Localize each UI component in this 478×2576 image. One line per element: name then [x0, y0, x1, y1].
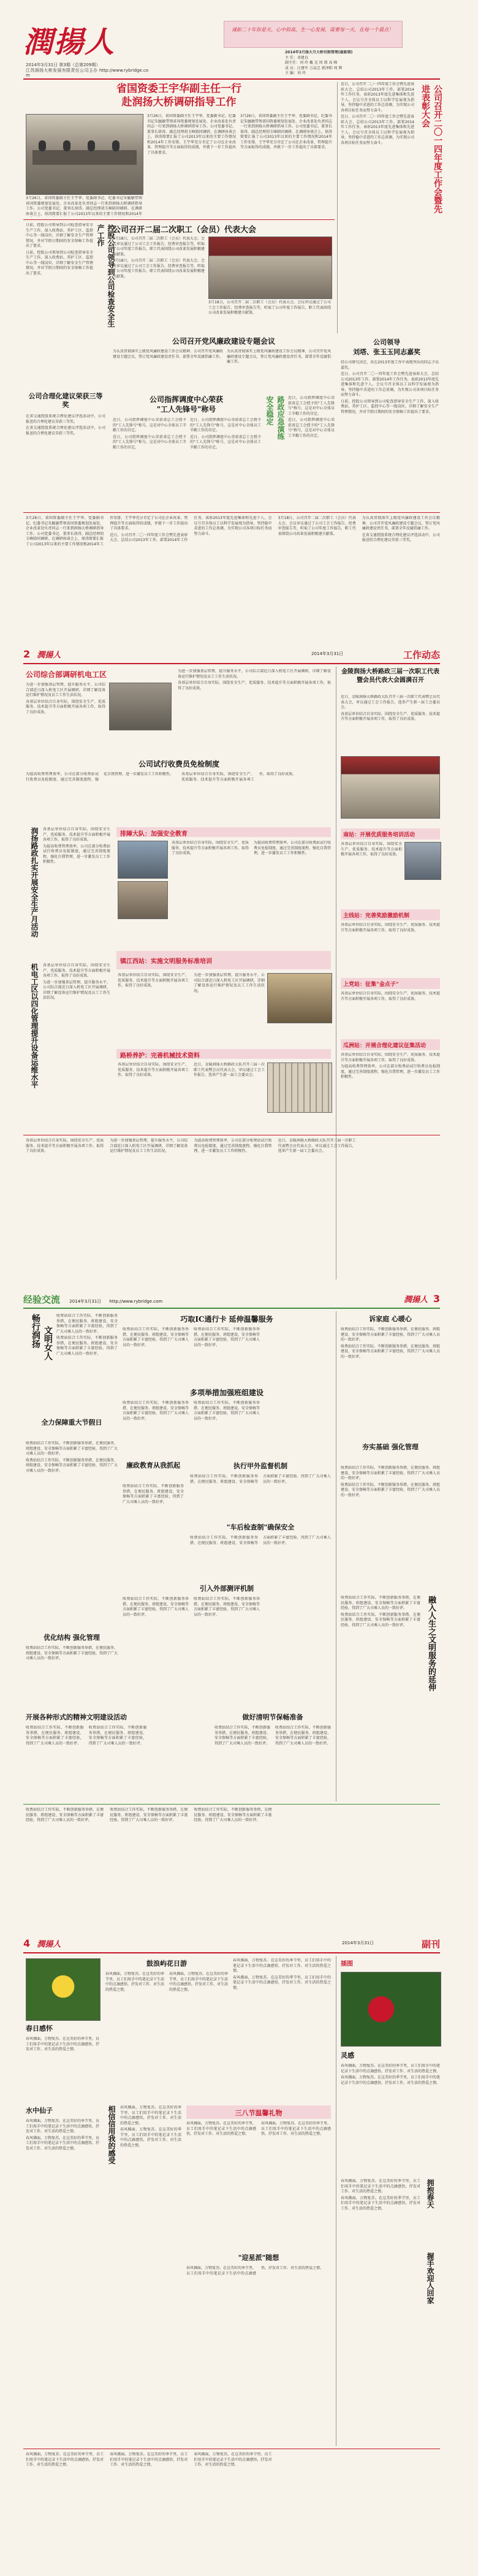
c9-body — [341, 2179, 420, 2338]
right3-body — [341, 1596, 420, 1798]
green-vertical-headline-2: 路政应急演练 — [276, 396, 285, 440]
divider — [337, 82, 338, 333]
section-label: 工作动态 — [403, 650, 440, 661]
r1-title: 南站：开展优质服务培训活动 — [343, 832, 415, 838]
section-rule — [23, 1804, 440, 1805]
c8-body — [341, 2064, 440, 2174]
page-number: 3 — [433, 1293, 440, 1305]
p3-body-text: 收费站结合工作实际，不断创新服务举措，在便民服务、班组建设、安全保畅等方面积累了丰富经验，得到了广大司乘人员的一致好评。 — [26, 1441, 118, 1456]
c6-body — [186, 2266, 331, 2339]
monitor-body-text: 近日，公司指挥调度中心荣获省总工会授予的"工人先锋号"称号，这是对中心全体员工辛勤工作的肯定。 — [190, 434, 261, 450]
c7-headline — [341, 1958, 440, 1969]
mid-title-2: 公司召开党风廉政建设专题会议 — [172, 337, 275, 346]
t3-photo — [341, 756, 440, 819]
t9-title: 开展各种形式的精神文明建设活动 — [26, 1713, 127, 1721]
page-3 — [0, 1289, 478, 1933]
continuation-text: 近日，公司召开二〇一四年度工作会暨先进表彰大会，总结公司2013年工作，部署2014年工作任务，表彰2013年度先进集体和先进个人。会议号召全体员工以科学发展观为指导，坚持稳中求进的工作总基调，为实现公司各项目标任务而努力奋斗。 — [110, 516, 272, 542]
t1-title: 巧取IC通行卡 延伸温馨服务 — [180, 1315, 273, 1324]
p4-body-text: 春风拂面，万物复苏。在这美好的季节里，员工们用手中的笔记录下生活中的点滴感悟，抒发对工作、对生活的热爱之情。 — [341, 2075, 440, 2085]
p4-body-text: 春风拂面，万物复苏。在这美好的季节里，员工们用手中的笔记录下生活中的点滴感悟，抒发对工作、对生活的热爱之情。 — [341, 2064, 440, 2074]
t6-headline — [190, 1522, 331, 1533]
station1-title: 排障大队：加强安全教育 — [120, 831, 188, 837]
brief-body-text: 近日，公司召开二〇一四年度工作会暨先进表彰大会，总结公司2013年工作，部署2014年工作任务，表彰2013年度先进集体和先进个人。会议号召全体员工以科学发展观为指导，坚持稳中求进的工作总基调，为实现公司各项目标任务而努力奋斗。 — [341, 372, 439, 397]
lead-title-line1: 省国资委王宇华副主任一行 — [116, 83, 241, 95]
lead-body: 3月26日，省国资委副主任王宇华、党委副书记、纪委书记朱毓敏带领省国资委规划发展处、企业改革处负责同志一行来到润扬大桥调研指导工作。公司党委书记、董事长徐涛、副总经理胡玉峰陪同调研。在调研座谈会上，徐涛简要汇报了公司2013年以来的主要工作情况和2014年工作安排，王宇华充分肯定了公司在企业改革、管理提升等方面取得的成绩，并就下一步工作提出了具体要求。 — [147, 114, 236, 155]
r2-bar — [341, 909, 440, 920]
monitor-body-text: 近日，公司指挥调度中心荣获省总工会授予的"工人先锋号"称号，这是对中心全体员工辛勤工作的肯定。 — [113, 434, 186, 450]
p3-body-text: 收费站结合工作实际，不断创新服务举措，在便民服务、班组建设、安全保畅等方面积累了丰富经验，得到了广大司乘人员的一致好评。 — [275, 1726, 331, 1746]
c8-title: 灵感 — [341, 2051, 354, 2059]
t3-body-text: 各基层单位结合自身实际，围绕安全生产、优质服务、技术提升等方面积极开展各项工作，取得了良好成效。 — [341, 711, 440, 721]
p3-body-text: 收费站结合工作实际，不断创新服务举措，在便民服务、班组建设、安全保畅等方面积累了丰富经验，得到了广大司乘人员的一致好评。 — [110, 1808, 188, 1822]
p4-body-text: 春风拂面，万物复苏。在这美好的季节里，员工们用手中的笔记录下生活中的点滴感悟，抒发对工作、对生活的热爱之情。 — [26, 2119, 99, 2134]
p2-body-text: 近日，金陵润扬大桥路政大队召开三届一次职工代表暨会员代表大会，审议通过工会工作报告，选举产生新一届工会委员会。 — [278, 1138, 356, 1153]
page-logo: 潤揚人 — [37, 651, 61, 660]
vhead-1b: 文明女人 — [43, 1326, 53, 1360]
c9-vhead: 拥抱春天 — [426, 2179, 434, 2208]
bottom-continuation — [26, 516, 440, 632]
p3-body-text: 收费站结合工作实际，不断创新服务举措，在便民服务、班组建设、安全保畅等方面积累了丰富经验，得到了广大司乘人员的一致好评。 — [194, 1401, 260, 1421]
page4-header — [23, 1938, 440, 1951]
mid-body2-text: 为认真贯彻落实上级党风廉政建设工作会议精神，公司召开党风廉政建设专题会议，签订党风廉政建设责任书，部署全年反腐倡廉工作。 — [227, 349, 331, 364]
station2-bar — [116, 951, 331, 969]
station3-bar — [116, 1049, 331, 1059]
p2-body-text: 各基层单位结合自身实际，围绕安全生产、优质服务、技术提升等方面积极开展各项工作，取得了良好成效。 — [172, 841, 249, 855]
p4-body-text: 春风拂面，万物复苏。在这美好的季节里，员工们用手中的笔记录下生活中的点滴感悟，抒发对工作、对生活的热爱之情。 — [169, 1972, 228, 1992]
c2b-body — [233, 1958, 331, 2099]
p2-body-text: 各基层单位结合自身实际，围绕安全生产、优质服务、技术提升等方面积极开展各项工作，取得了良好成效。 — [341, 842, 402, 857]
brief-headline — [341, 337, 433, 358]
page-date: 2014年3月31日 — [342, 1941, 374, 1945]
mid-body2-text: 为认真贯彻落实上级党风廉政建设工作会议精神，公司召开党风廉政建设专题会议，签订党风廉政建设责任书，部署全年反腐倡廉工作。 — [113, 349, 223, 359]
station1-bar — [116, 827, 331, 837]
t1-headline — [123, 1314, 331, 1325]
station1-photo-2 — [118, 881, 168, 919]
header-rule — [23, 1952, 440, 1953]
board-line: 主 任：邓建良 — [285, 55, 308, 60]
t2-body — [26, 772, 332, 821]
t8-title: 优化结构 强化管理 — [44, 1634, 100, 1642]
p3-body-text: 收费站结合工作实际，不断创新服务举措，在便民服务、班组建设、安全保畅等方面积累了丰富经验，得到了广大司乘人员的一致好评。 — [88, 1726, 147, 1746]
p2-body-text: 各基层单位结合自身实际，围绕安全生产、优质服务、技术提升等方面积极开展各项工作，取得了良好成效。 — [118, 1063, 189, 1077]
brief-body-text: 日前，控股公司领导到公司检查指导安全生产工作，深入收费站、养护工区、监控中心等一线岗位，详细了解安全生产管理情况，并对节假日期间的安全保畅工作提出了要求。 — [341, 399, 439, 414]
page-logo: 潤揚人 — [403, 1295, 428, 1305]
station2-photo — [267, 973, 332, 1023]
board-title: 2014年3月扬大月大桥有限管理(最新期) — [285, 50, 353, 55]
right1-body — [341, 1327, 440, 1431]
p2-body-text: 为进一步加强基层管理，提升服务水平，公司综合部近日深入机电工区开展调研，详细了解设备运行维护情况及员工工作生活状况。 — [194, 973, 265, 993]
p2-body-text: 为提高收费管理效率，公司在部分收费站试行收费员免检制度，通过完善制度流程、强化自我管理，进一步激发员工工作积极性。 — [254, 841, 331, 855]
lead-body-col1 — [147, 114, 236, 217]
page-date: 2014年3月31日 — [311, 651, 344, 656]
p2-body-text: 各基层单位结合自身实际，围绕安全生产、优质服务、技术提升等方面积极开展各项工作，取得了良好成效。 — [341, 1053, 440, 1063]
t5-title: 执行甲外监督机制 — [233, 1462, 287, 1470]
monitor-body-text: 近日，公司指挥调度中心荣获省总工会授予的"工人先锋号"称号，这是对中心全体员工辛勤工作的肯定。 — [190, 418, 261, 433]
mid-body-text: 3月18日，公司召开二届二次职工（会员）代表大会。会议审议通过了公司工会工作报告、经费审查报告等，听取了公司年度工作报告，职工代表围绕公司改革发展积极建言献策。 — [208, 300, 331, 315]
r2-body — [341, 923, 440, 972]
p2-body-text: 为提高收费管理效率，公司在部分收费站试行收费员免检制度，通过完善制度流程、强化自我管理，进一步激发员工工作积极性。 — [43, 844, 110, 864]
page-number: 2 — [23, 648, 31, 660]
right2-title: 夯实基础 强化管理 — [362, 1443, 419, 1451]
p3-body-text: 收费站结合工作实际，不断创新服务举措，在便民服务、班组建设、安全保畅等方面积累了丰富经验，得到了广大司乘人员的一致好评。 — [194, 1808, 272, 1822]
t1-body — [123, 1327, 331, 1382]
t3-headline — [26, 1418, 118, 1439]
t2-headline — [26, 759, 332, 770]
sponsor-line: 江苏润扬大桥发展有限责任公司主办 http://www.rybridge.com — [26, 67, 148, 77]
p3-body-text: 收费站结合工作实际，不断创新服务举措，在便民服务、班组建设、安全保畅等方面积累了丰富经验，得到了广大司乘人员的一致好评。 — [194, 1597, 260, 1617]
t3-title: 全力保障重大节假日 — [41, 1419, 102, 1426]
board-line: 副主任：刘 玲 戴 克 周 鼎 高 峰 — [285, 61, 338, 65]
p4-body-text: 春风拂面，万物复苏。在这美好的季节里，员工们用手中的笔记录下生活中的点滴感悟，抒发对工作、对生活的热爱之情。 — [26, 2452, 104, 2467]
c5-bar — [186, 2105, 331, 2119]
right2-headline — [341, 1442, 440, 1463]
green-vertical-headline: 安全稳定 — [265, 396, 274, 425]
c4-vhead: 相信信用我的感受 — [107, 2105, 116, 2164]
t3-title-1: 金陵润扬大桥路政三届一次职工代表 — [341, 669, 439, 675]
meeting-photo — [208, 237, 332, 299]
mid-caption — [208, 300, 331, 319]
page-number: 4 — [23, 1938, 31, 1949]
board-line: 主 编：刘 玲 — [285, 71, 306, 75]
t5-headline — [190, 1461, 331, 1472]
p3-body-text: 收费站结合工作实际，不断创新服务举措，在便民服务、班组建设、安全保畅等方面积累了丰富经验，得到了广大司乘人员的一致好评。 — [341, 1612, 420, 1627]
monitor-body-b — [190, 418, 261, 504]
c5-title: 三八节温馨礼物 — [235, 2109, 283, 2117]
t2-body-text: 为提高收费管理效率，公司在部分收费站试行收费员免检制度，通过完善制度流程、强化自我管理，进一步激发员工工作积极性。 — [26, 772, 174, 782]
t4-body — [123, 1484, 184, 1558]
right1-title: 诉家庭 心暖心 — [369, 1315, 412, 1323]
mid-title: 公司召开二届二次职工（会员）代表大会 — [113, 225, 257, 234]
c3-body — [26, 2119, 99, 2241]
t9-body — [26, 1726, 210, 1799]
t1-title: 公司综合部调研机电工区 — [26, 670, 107, 679]
p3-body-text: 收费站结合工作实际，不断创新服务举措，在便民服务、班组建设、安全保畅等方面积累了丰富经验，得到了广大司乘人员的一致好评。 — [123, 1484, 184, 1504]
left-vhead-2: 机电工区以四化管理提升设备运维水平 — [30, 963, 39, 1088]
honor-body-text: 在省交通控股系统合理化建议评选活动中，公司报送的合理化建议荣获三等奖。 — [26, 414, 105, 424]
c2-body — [105, 1972, 228, 2094]
p3-body-text: 收费站结合工作实际，不断创新服务举措，在便民服务、班组建设、安全保畅等方面积累了丰富经验，得到了广大司乘人员的一致好评。 — [56, 1314, 118, 1334]
p3-body-text: 收费站结合工作实际，不断创新服务举措，在便民服务、班组建设、安全保畅等方面积累了丰富经验，得到了广大司乘人员的一致好评。 — [26, 1458, 118, 1473]
c3-headline — [26, 2105, 99, 2116]
t1-body-text: 为进一步加强基层管理，提升服务水平，公司综合部近日深入机电工区开展调研，详细了解设备运行维护情况及员工工作生活状况。 — [26, 683, 105, 697]
p3-body-text: 收费站结合工作实际，不断创新服务举措，在便民服务、班组建设、安全保畅等方面积累了丰富经验，得到了广大司乘人员的一致好评。 — [26, 1808, 104, 1822]
p4-body-text: 春风拂面，万物复苏。在这美好的季节里，员工们用手中的笔记录下生活中的点滴感悟，抒发对工作、对生活的热爱之情。 — [186, 2121, 257, 2136]
p4-body-text: 春风拂面，万物复苏。在这美好的季节里，员工们用手中的笔记录下生活中的点滴感悟，抒发对工作、对生活的热爱之情。 — [110, 2452, 188, 2467]
lead-photo — [26, 114, 143, 195]
p2-body-text: 各基层单位结合自身实际，围绕安全生产、优质服务、技术提升等方面积极开展各项工作，取得了良好成效。 — [341, 923, 440, 933]
p4-body-text: 春风拂面，万物复苏。在这美好的季节里，员工们用手中的笔记录下生活中的点滴感悟，抒发对工作、对生活的热爱之情。 — [120, 2127, 181, 2148]
t7-body — [123, 1597, 331, 1646]
p3-body-text: 收费站结合工作实际，不断创新服务举措，在便民服务、班组建设、安全保畅等方面积累了丰富经验，得到了广大司乘人员的一致好评。 — [26, 1646, 118, 1661]
p2-body-text: 各基层单位结合自身实际，围绕安全生产、优质服务、技术提升等方面积极开展各项工作，取得了良好成效。 — [341, 991, 440, 1001]
p3-body-text: 收费站结合工作实际，不断创新服务举措，在便民服务、班组建设、安全保畅等方面积累了丰富经验，得到了广大司乘人员的一致好评。 — [56, 1336, 118, 1356]
continuation-text: 3月18日，公司召开二届二次职工（会员）代表大会。会议审议通过了公司工会工作报告、经费审查报告等，听取了公司年度工作报告，职工代表围绕公司改革发展积极建言献策。 — [278, 516, 356, 536]
monitor-body-text: 近日，公司指挥调度中心荣获省总工会授予的"工人先锋号"称号，这是对中心全体员工辛勤工作的肯定。 — [288, 418, 335, 438]
monitor-body-text: 近日，公司指挥调度中心荣获省总工会授予的"工人先锋号"称号，这是对中心全体员工辛勤工作的肯定。 — [113, 418, 186, 433]
t8-headline — [26, 1632, 118, 1643]
r1-photo — [404, 842, 441, 880]
c1-title: 春日感怀 — [26, 2025, 53, 2032]
mid-body-2 — [113, 349, 223, 392]
t3-title-2: 暨会员代表大会圆满召开 — [357, 677, 424, 684]
section-rule — [23, 219, 335, 220]
r3-body — [341, 991, 440, 1034]
lead-body-col2 — [240, 114, 332, 217]
r4-body — [341, 1053, 440, 1126]
page-logo: 潤揚人 — [37, 1940, 61, 1949]
t1-photo — [109, 683, 172, 730]
station3-title: 路桥养护：完善机械技术资料 — [120, 1053, 200, 1059]
mid-body — [113, 237, 205, 316]
lead-body: 3月26日，省国资委副主任王宇华、党委副书记、纪委书记朱毓敏带领省国资委规划发展处、企业改革处负责同志一行来到润扬大桥调研指导工作。公司党委书记、董事长徐涛、副总经理胡玉峰陪同调研。在调研座谈会上，徐涛简要汇报了公司2013年以来的主要工作情况和2014年 — [26, 196, 142, 216]
lead-title-line2: 赴润扬大桥调研指导工作 — [121, 96, 237, 108]
t10-body — [214, 1726, 331, 1799]
p2-body-text: 各基层单位结合自身实际，围绕安全生产、优质服务、技术提升等方面积极开展各项工作，取得了良好成效。 — [118, 973, 189, 988]
brief-title-2: 刘塔、张玉玉同志嘉奖 — [353, 348, 420, 356]
station2-title: 镇江西站：实施文明服务标准培训 — [120, 958, 212, 965]
t10-headline — [214, 1712, 331, 1723]
monitor-title: 公司指挥调度中心荣获 — [149, 395, 223, 404]
r3-title: 上党站：征集"金点子" — [343, 982, 399, 988]
t1-body-b — [178, 669, 331, 755]
left-body-1 — [43, 827, 110, 956]
station2-body — [118, 973, 265, 1040]
t7-title: 引入外部测评机制 — [200, 1585, 254, 1593]
p2-body-text: 为进一步加强基层管理，提升服务水平，公司综合部近日深入机电工区开展调研，详细了解设备运行维护情况及员工工作生活状况。 — [110, 1138, 188, 1153]
slogan-banner — [224, 21, 403, 48]
page-date: 2014年3月31日 — [69, 1299, 102, 1304]
editorial-board — [285, 50, 438, 78]
c1-body — [26, 2037, 99, 2098]
mid-body-text: 3月18日，公司召开二届二次职工（会员）代表大会。会议审议通过了公司工会工作报告、经费审查报告等，听取了公司年度工作报告，职工代表围绕公司改革发展积极建言献策。 — [113, 237, 205, 257]
logo-text: 潤揚人 — [23, 25, 116, 59]
c4-body — [120, 2105, 181, 2240]
c6-headline — [186, 2252, 331, 2263]
green-body — [288, 396, 335, 500]
p3-body-text: 收费站结合工作实际，不断创新服务举措，在便民服务、班组建设、安全保畅等方面积累了丰富经验，得到了广大司乘人员的一致好评。 — [123, 1327, 189, 1347]
t1-body-text: 为进一步加强基层管理，提升服务水平，公司综合部近日深入机电工区开展调研，详细了解设备运行维护情况及员工工作生活状况。 — [178, 669, 331, 679]
t4-headline — [123, 1461, 184, 1482]
page-url: http://www.rybridge.com — [109, 1299, 163, 1304]
t10-title: 做好清明节保畅准备 — [242, 1713, 303, 1721]
p3-body-text: 收费站结合工作实际，不断创新服务举措，在便民服务、班组建设、安全保畅等方面积累了丰富经验，得到了广大司乘人员的一致好评。 — [341, 1327, 440, 1342]
page-4 — [0, 1934, 478, 2576]
mid-body-2b — [227, 349, 331, 392]
t2-body-text: 各基层单位结合自身实际，围绕安全生产、优质服务、技术提升等方面积极开展各项工作，取得了良好成效。 — [181, 772, 297, 782]
honor-headline — [26, 392, 105, 411]
p3-body-text: 收费站结合工作实际，不断创新服务举措，在便民服务、班组建设、安全保畅等方面积累了丰富经验，得到了广大司乘人员的一致好评。 — [214, 1726, 270, 1746]
left-body-text: 日前，控股公司领导到公司检查指导安全生产工作，深入收费站、养护工区、监控中心等一线岗位，详细了解安全生产管理情况，并对节假日期间的安全保畅工作提出了要求。 — [26, 223, 93, 248]
t2-headline — [123, 1387, 331, 1398]
station1-body — [172, 841, 331, 926]
monitor-title-2: "工人先锋号"称号 — [156, 405, 216, 414]
mid-headline — [113, 223, 335, 234]
honor-title: 公司合理化建议荣获三等奖 — [28, 392, 103, 409]
honor-body — [26, 414, 105, 500]
masthead-rule — [23, 78, 440, 80]
c5-body — [186, 2121, 331, 2244]
t8-body — [26, 1646, 118, 1701]
t9-headline — [26, 1712, 210, 1723]
t4-title: 廉政教育从我抓起 — [126, 1461, 180, 1469]
p3-body-text: 收费站结合工作实际，不断创新服务举措，在便民服务、班组建设、安全保畅等方面积累了丰富经验，得到了广大司乘人员的一致好评。 — [123, 1401, 189, 1421]
brief-body-text: 经公司研究决定，对在2013年度工作中表现突出的同志予以嘉奖。 — [341, 360, 439, 370]
p3-body-text: 收费站结合工作实际，不断创新服务举措，在便民服务、班组建设、安全保畅等方面积累了丰富经验，得到了广大司乘人员的一致好评。 — [123, 1597, 189, 1617]
p2-body-text: 近日，金陵润扬大桥路政大队召开三届一次职工代表暨会员代表大会，审议通过工会工作报告，选举产生新一届工会委员会。 — [194, 1063, 265, 1077]
p4-bottom — [26, 2452, 440, 2569]
right2-body — [341, 1466, 440, 1588]
header-rule — [23, 1308, 440, 1309]
r1-bar — [341, 828, 440, 839]
lead-headline — [23, 82, 335, 110]
p4-body-text: 春风拂面，万物复苏。在这美好的季节里，员工们用手中的笔记录下生活中的点滴感悟，抒发对工作、对生活的热爱之情。 — [26, 2037, 99, 2051]
p4-body-text: 春风拂面，万物复苏。在这美好的季节里，员工们用手中的笔记录下生活中的点滴感悟，抒发对工作、对生活的热爱之情。 — [233, 1975, 331, 1990]
masthead-logo — [23, 18, 127, 61]
mid-body-text: 3月18日，公司召开二届二次职工（会员）代表大会。会议审议通过了公司工会工作报告、经费审查报告等，听取了公司年度工作报告，职工代表围绕公司改革发展积极建言献策。 — [113, 259, 205, 279]
board-line: 成 员：汪建军 万晶昱 郭泽阳 周 辉 — [285, 66, 343, 70]
left-body-2 — [43, 963, 110, 1110]
t1-body-text: 各基层单位结合自身实际，围绕安全生产、优质服务、技术提升等方面积极开展各项工作，取得了良好成效。 — [26, 699, 105, 714]
monitor-headline — [113, 395, 260, 415]
continuation-text: 在省交通控股系统合理化建议评选活动中，公司报送的合理化建议荣获三等奖。 — [362, 532, 440, 542]
t3-body-text: 近日，金陵润扬大桥路政大队召开三届一次职工代表暨会员代表大会，审议通过工会工作报告，选举产生新一届工会委员会。 — [341, 695, 440, 710]
r2-title: 主线站：完善奖励激励机制 — [343, 913, 410, 919]
c2-headline — [105, 1958, 228, 1969]
c7-title: 插图 — [341, 1961, 353, 1968]
front-page — [0, 0, 478, 643]
p4-body-text: 春风拂面，万物复苏。在这美好的季节里，员工们用手中的笔记录下生活中的点滴感悟，抒发对工作、对生活的热爱之情。 — [26, 2135, 99, 2151]
section-tag: 经验交流 — [23, 1294, 61, 1305]
station3-photo — [267, 1063, 332, 1113]
continuation-text: 3月26日，省国资委副主任王宇华、党委副书记、纪委书记朱毓敏带领省国资委规划发展处、企业改革处负责同志一行来到润扬大桥调研指导工作。公司党委书记、董事长徐涛、副总经理胡玉峰陪同调研。在调研座谈会上，徐涛简要汇报了公司2013年以来的主要工作情况和2014年工作安排，王宇华充分肯定了公司在企业改革、管理提升等方面取得的成绩，并就下一步工作提出了具体要求。 — [26, 516, 188, 547]
p3-body-text: 收费站结合工作实际，不断创新服务举措，在便民服务、班组建设、安全保畅等方面积累了丰富经验，得到了广大司乘人员的一致好评。 — [26, 1726, 84, 1746]
brief-title: 公司领导 — [373, 338, 400, 346]
r3-bar — [341, 978, 440, 989]
t3-body — [341, 695, 440, 754]
p3-body-text: 收费站结合工作实际，不断创新服务举措，在便民服务、班组建设、安全保畅等方面积累了丰富经验，得到了广大司乘人员的一致好评。 — [341, 1596, 420, 1610]
lead-body: 3月26日，省国资委副主任王宇华、党委副书记、纪委书记朱毓敏带领省国资委规划发展处、企业改革处负责同志一行来到润扬大桥调研指导工作。公司党委书记、董事长徐涛、副总经理胡玉峰陪同调研。在调研座谈会上，徐涛简要汇报了公司2013年以来的主要工作情况和2014年工作安排，王宇华充分肯定了公司在企业改革、管理提升等方面取得的成绩，并就下一步工作提出了具体要求。 — [240, 114, 332, 150]
p3-body-text: 收费站结合工作实际，不断创新服务举措，在便民服务、班组建设、安全保畅等方面积累了丰富经验，得到了广大司乘人员的一致好评。 — [341, 1482, 440, 1498]
p2-body-text: 各基层单位结合自身实际，围绕安全生产、优质服务、技术提升等方面积极开展各项工作，取得了良好成效。 — [43, 963, 110, 978]
right-body-text: 近日，公司召开二〇一四年度工作会暨先进表彰大会，总结公司2013年工作，部署2014年工作任务，表彰2013年度先进集体和先进个人。会议号召全体员工以科学发展观为指导，坚持稳中求进的工作总基调，为实现公司各项目标任务而努力奋斗。 — [341, 115, 414, 145]
p4-body-text: 春风拂面，万物复苏。在这美好的季节里，员工们用手中的笔记录下生活中的点滴感悟，抒发对工作、对生活的热爱之情。 — [341, 2195, 420, 2211]
p2-body-text: 为提高收费管理效率，公司在部分收费站试行收费员免检制度，通过完善制度流程、强化自我管理，进一步激发员工工作积极性。 — [341, 1064, 440, 1079]
p2-body-text: 各基层单位结合自身实际，围绕安全生产、优质服务、技术提升等方面积极开展各项工作，取得了良好成效。 — [26, 1138, 104, 1153]
p4-body-text: 春风拂面，万物复苏。在这美好的季节里，员工们用手中的笔记录下生活中的点滴感悟，抒发对工作、对生活的热爱之情。 — [341, 2179, 420, 2194]
monitor-body-text: 近日，公司指挥调度中心荣获省总工会授予的"工人先锋号"称号，这是对中心全体员工辛勤工作的肯定。 — [288, 396, 335, 416]
masthead-info — [26, 63, 148, 77]
right-body — [341, 82, 414, 211]
p4-body-text: 春风拂面，万物复苏。在这美好的季节里，员工们用手中的笔记录下生活中的点滴感悟，抒发对工作、对生活的热爱之情。 — [261, 2121, 331, 2136]
t2-title: 公司试行收费员免检制度 — [138, 760, 219, 768]
mid-headline-2 — [113, 336, 335, 347]
p2-body-text: 各基层单位结合自身实际，围绕安全生产、优质服务、技术提升等方面积极开展各项工作，取得了良好成效。 — [43, 827, 110, 842]
c10-vhead: 握手欢迎人回家 — [426, 2252, 434, 2304]
story-headline — [26, 669, 173, 680]
p2-body-text: 为提高收费管理效率，公司在部分收费站试行收费员免检制度，通过完善制度流程、强化自我管理，进一步激发员工工作积极性。 — [194, 1138, 272, 1153]
vhead-body — [56, 1314, 118, 1412]
r1-body — [341, 842, 402, 903]
flower-photo — [26, 1958, 101, 2021]
slogan-text: 诚如二十年你是天、心中似高，生一心发展，需要每一天，在每一个晨点！ — [232, 27, 393, 32]
p3-body-text: 收费站结合工作实际，不断创新服务举措，在便民服务、班组建设、安全保畅等方面积累了丰富经验，得到了广大司乘人员的一致好评。 — [194, 1327, 260, 1347]
c6-title: "迎星派"随想 — [238, 2254, 279, 2262]
p4-body-text: 春风拂面，万物复苏。在这美好的季节里，员工们用手中的笔记录下生活中的点滴感悟，抒发对工作、对生活的热爱之情。 — [233, 1958, 331, 1973]
page-2 — [0, 645, 478, 1288]
c8-headline — [341, 2050, 440, 2061]
t2-body — [123, 1401, 331, 1456]
continuation-text: 为认真贯彻落实上级党风廉政建设工作会议精神，公司召开党风廉政建设专题会议，签订党风廉政建设责任书，部署全年反腐倡廉工作。 — [362, 516, 440, 531]
header-rule — [23, 663, 440, 664]
r4-bar — [341, 1039, 440, 1050]
t7-headline — [123, 1583, 331, 1594]
left-vertical-headline: 控股公司领导到公司检查安全生产工作 — [96, 224, 115, 327]
p4-body-text: 春风拂面，万物复苏。在这美好的季节里，员工们用手中的笔记录下生活中的点滴感悟，抒发对工作、对生活的热爱之情。 — [194, 2452, 272, 2467]
t2-title: 多项举措加强班组建设 — [189, 1388, 264, 1397]
p4-body-text: 春风拂面，万物复苏。在这美好的季节里，员工们用手中的笔记录下生活中的点滴感悟，抒发对工作、对生活的热爱之情。 — [105, 1972, 165, 1992]
illustration-photo — [341, 1972, 441, 2047]
page-bottom-rule — [23, 512, 440, 513]
right-vhead: 融入人生之文明服务的延伸 — [427, 1596, 436, 1691]
p3-body-text: 收费站结合工作实际，不断创新服务举措，在便民服务、班组建设、安全保畅等方面积累了丰富经验，得到了广大司乘人员的一致好评。 — [341, 1344, 440, 1359]
p2-bottom — [26, 1138, 440, 1279]
t3-headline — [341, 668, 440, 692]
p3-bottom — [26, 1808, 440, 1924]
c3-title: 水中仙子 — [26, 2107, 53, 2115]
t5-body — [190, 1474, 331, 1517]
p3-body-text: 收费站结合工作实际，不断创新服务举措，在便民服务、班组建设、安全保畅等方面积累了丰富经验，得到了广大司乘人员的一致好评。 — [190, 1536, 331, 1545]
right-body-text: 近日，公司召开二〇一四年度工作会暨先进表彰大会，总结公司2013年工作，部署2014年工作任务，表彰2013年度先进集体和先进个人。会议号召全体员工以科学发展观为指导，坚持稳中求进的工作总基调，为实现公司各项目标任务而努力奋斗。 — [341, 82, 414, 113]
station3-body — [118, 1063, 265, 1130]
date-line: 2014年3月31日 第3期（总第209期） — [26, 63, 101, 67]
left-vhead-1: 润扬路政扎实开展安全生产月活动 — [30, 827, 39, 938]
t1-body — [26, 683, 105, 756]
lead-caption — [26, 196, 142, 217]
p3-body-text: 收费站结合工作实际，不断创新服务举措，在便民服务、班组建设、安全保畅等方面积累了丰富经验，得到了广大司乘人员的一致好评。 — [190, 1474, 331, 1484]
c2-title: 鼓浪屿花日游 — [146, 1960, 187, 1968]
p4-body-text: 春风拂面，万物复苏。在这美好的季节里，员工们用手中的笔记录下生活中的点滴感悟，抒发对工作、对生活的热爱之情。 — [186, 2266, 324, 2276]
p4-body-text: 春风拂面，万物复苏。在这美好的季节里，员工们用手中的笔记录下生活中的点滴感悟，抒发对工作、对生活的热爱之情。 — [120, 2105, 181, 2126]
t6-body — [190, 1536, 331, 1578]
p2-body-text: 为进一步加强基层管理，提升服务水平，公司综合部近日深入机电工区开展调研，详细了解设备运行维护情况及员工工作生活状况。 — [43, 980, 110, 1000]
left-body-text: 日前，控股公司领导到公司检查指导安全生产工作，深入收费站、养护工区、监控中心等一线岗位，详细了解安全生产管理情况，并对节假日期间的安全保畅工作提出了要求。 — [26, 250, 93, 276]
vhead-1: 畅行润扬 — [31, 1314, 40, 1348]
honor-body-text: 在省交通控股系统合理化建议评选活动中，公司报送的合理化建议荣获三等奖。 — [26, 426, 105, 436]
t1-body-text: 各基层单位结合自身实际，围绕安全生产、优质服务、技术提升等方面积极开展各项工作，取得了良好成效。 — [178, 681, 331, 691]
left-story-body — [26, 223, 93, 315]
brief-body — [341, 360, 439, 501]
p3-body-text: 收费站结合工作实际，不断创新服务举措，在便民服务、班组建设、安全保畅等方面积累了丰富经验，得到了广大司乘人员的一致好评。 — [341, 1466, 440, 1480]
station1-photo-1 — [118, 841, 168, 879]
page2-header — [23, 648, 440, 662]
right-vertical-headline: 公司召开二〇一四年度工作会暨先进表彰大会 — [420, 85, 442, 213]
page3-header — [23, 1293, 440, 1306]
right1-headline — [341, 1314, 440, 1325]
t3-body — [26, 1441, 118, 1515]
monitor-body — [113, 418, 186, 504]
r4-title: 瓜洲站：开展合理化建议征集活动 — [343, 1043, 427, 1049]
c1-headline — [26, 2023, 99, 2034]
t6-title: "车后检查制"确保安全 — [226, 1523, 295, 1531]
section-label: 副刊 — [421, 1939, 440, 1950]
